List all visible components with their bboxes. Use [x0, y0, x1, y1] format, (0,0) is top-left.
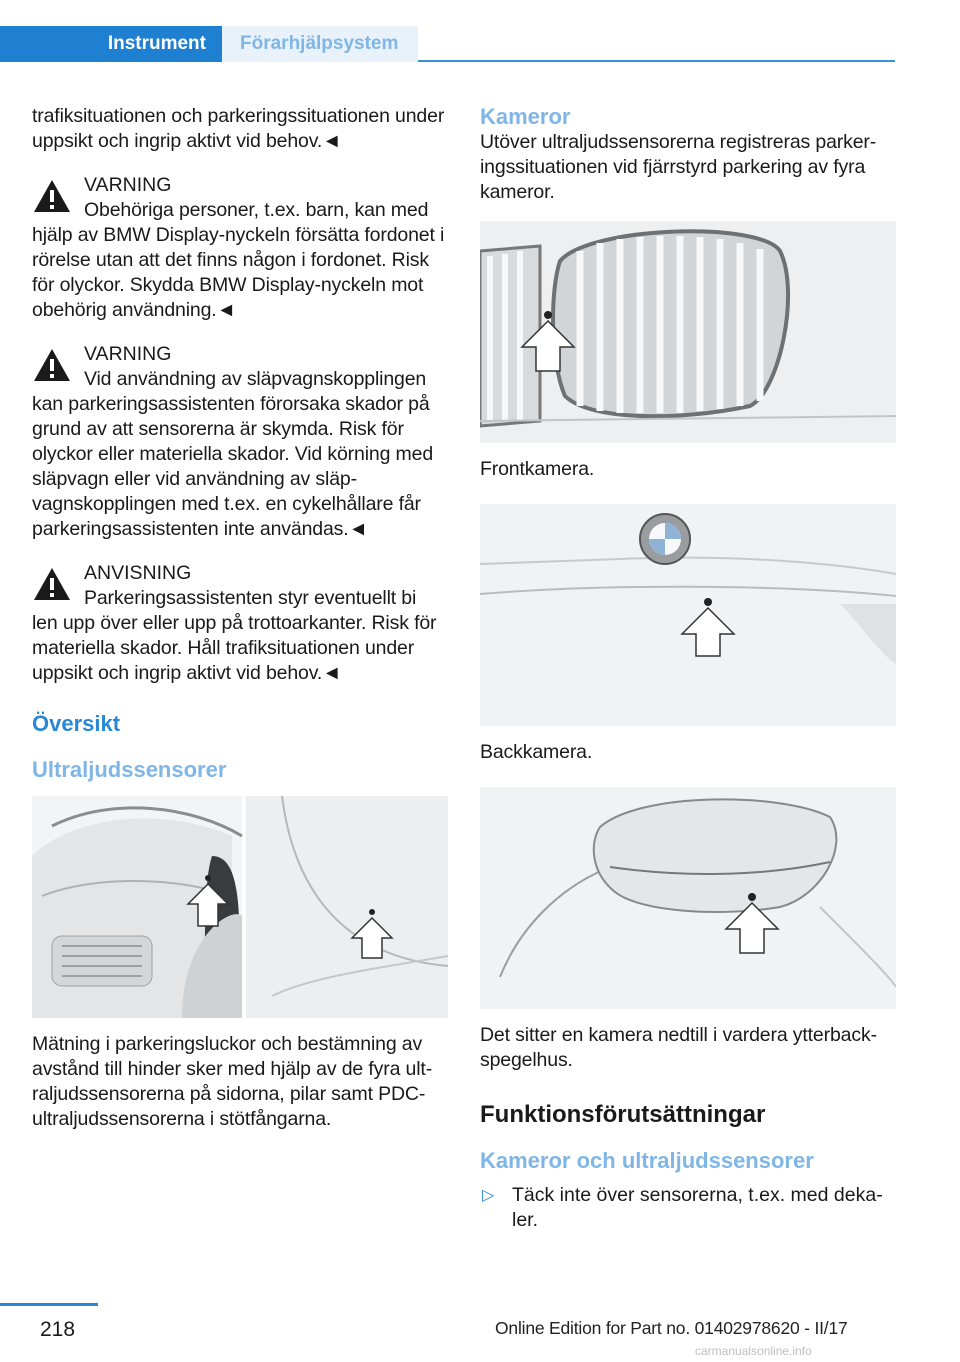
cameras-intro: Utöver ultraljudssensorerna registreras parkeringssituationen vid fjärrstyrd parkering av fyra kameror.: [480, 131, 877, 203]
warning-first-line: Obehöriga personer, t.ex. barn, kan med: [84, 199, 429, 221]
figure-mirror-camera: [480, 787, 896, 1009]
warning-triangle-icon: [32, 347, 72, 383]
rear-trunk-illustration: [480, 504, 896, 726]
notice-heading: ANVISNING: [84, 562, 192, 584]
left-column: [32, 104, 448, 1132]
section-title-oversikt: Översikt: [32, 711, 121, 736]
tab-instrument[interactable]: Instrument: [0, 26, 222, 62]
bullet-triangle-icon: ▷: [482, 1187, 495, 1204]
warning-first-line: Vid användning av släpvagnskopplingen: [84, 368, 427, 390]
sensors-paragraph: Mätning i parkeringsluckor och bestämning av avstånd till hinder sker med hjälp av de fyra ultraljudssensorerna på sidorna, pilar samt PDC-ultraljudssensorerna i stötfångarna.: [32, 1033, 433, 1130]
front-grille-illustration: [480, 221, 896, 443]
figure-rear-camera: [480, 504, 896, 726]
notice-text: [32, 586, 448, 686]
side-mirror-illustration: [480, 787, 896, 1009]
notice-first-line: Parkeringsassistenten styr eventuellt bi: [84, 587, 417, 609]
figure-ultrasonic-sensors: [32, 796, 448, 1018]
warning-rest: kan parkeringsassistenten förorsaka skador på grund av att sensorerna är skymda. Risk för olyckor eller materiella skador. Vid körning med släpvagn eller vid användning av släpvagnskopplingen med t.ex. en cykelhållare får parkeringsassistenten inte användas.◄: [32, 393, 434, 540]
caption-front-camera: Frontkamera.: [480, 458, 595, 480]
warning-triangle-icon: [32, 178, 72, 214]
figure-front-camera: [480, 221, 896, 443]
warning-block-1: [32, 172, 448, 323]
caption-rear-camera: Backkamera.: [480, 741, 593, 763]
page-number: 218: [40, 1318, 76, 1341]
notice-rest: len upp över eller upp på trottoarkanter. Risk för materiella skador. Håll trafiksituationen under uppsikt och ingrip aktivt vid behov.◄: [32, 612, 437, 684]
edition-text: Online Edition for Part no. 01402978620 - II/17: [495, 1318, 848, 1338]
subsection-title-kameror-ultraljud: Kameror och ultraljudssensorer: [480, 1148, 814, 1173]
caption-mirror-camera: Det sitter en kamera nedtill i vardera ytterbackspegelhus.: [480, 1024, 878, 1071]
warning-text: [32, 198, 448, 323]
list-item: [480, 1183, 898, 1233]
warning-text: [32, 367, 448, 542]
section-title-funktion: Funktionsförutsättningar: [480, 1101, 766, 1128]
page-number-bar: [0, 1303, 98, 1306]
watermark-text: carmanualsonline.info: [695, 1344, 812, 1358]
car-bumper-illustration: [32, 796, 448, 1018]
subsection-title-kameror: Kameror: [480, 104, 571, 129]
tab-forarhjalpsystem[interactable]: Förarhjälpsystem: [222, 26, 418, 62]
warning-block-2: [32, 341, 448, 542]
subsection-title-ultraljud: Ultraljudssensorer: [32, 757, 227, 782]
intro-paragraph: trafiksituationen och parkeringssituationen under uppsikt och ingrip aktivt vid behov.◄: [32, 105, 445, 152]
warning-heading: VARNING: [84, 343, 172, 365]
warning-heading: VARNING: [84, 174, 172, 196]
chapter-header: [0, 26, 895, 62]
warning-triangle-icon: [32, 566, 72, 602]
notice-block: [32, 560, 448, 686]
right-column: [480, 104, 898, 1233]
bullet-text: Täck inte över sensorerna, t.ex. med dekaler.: [512, 1184, 883, 1231]
warning-rest: hjälp av BMW Display-nyckeln försätta fordonet i rörelse utan att det finns någon i fordonet. Risk för olyckor. Skydda BMW Display-nyckeln mot obehörig användning.◄: [32, 224, 445, 321]
